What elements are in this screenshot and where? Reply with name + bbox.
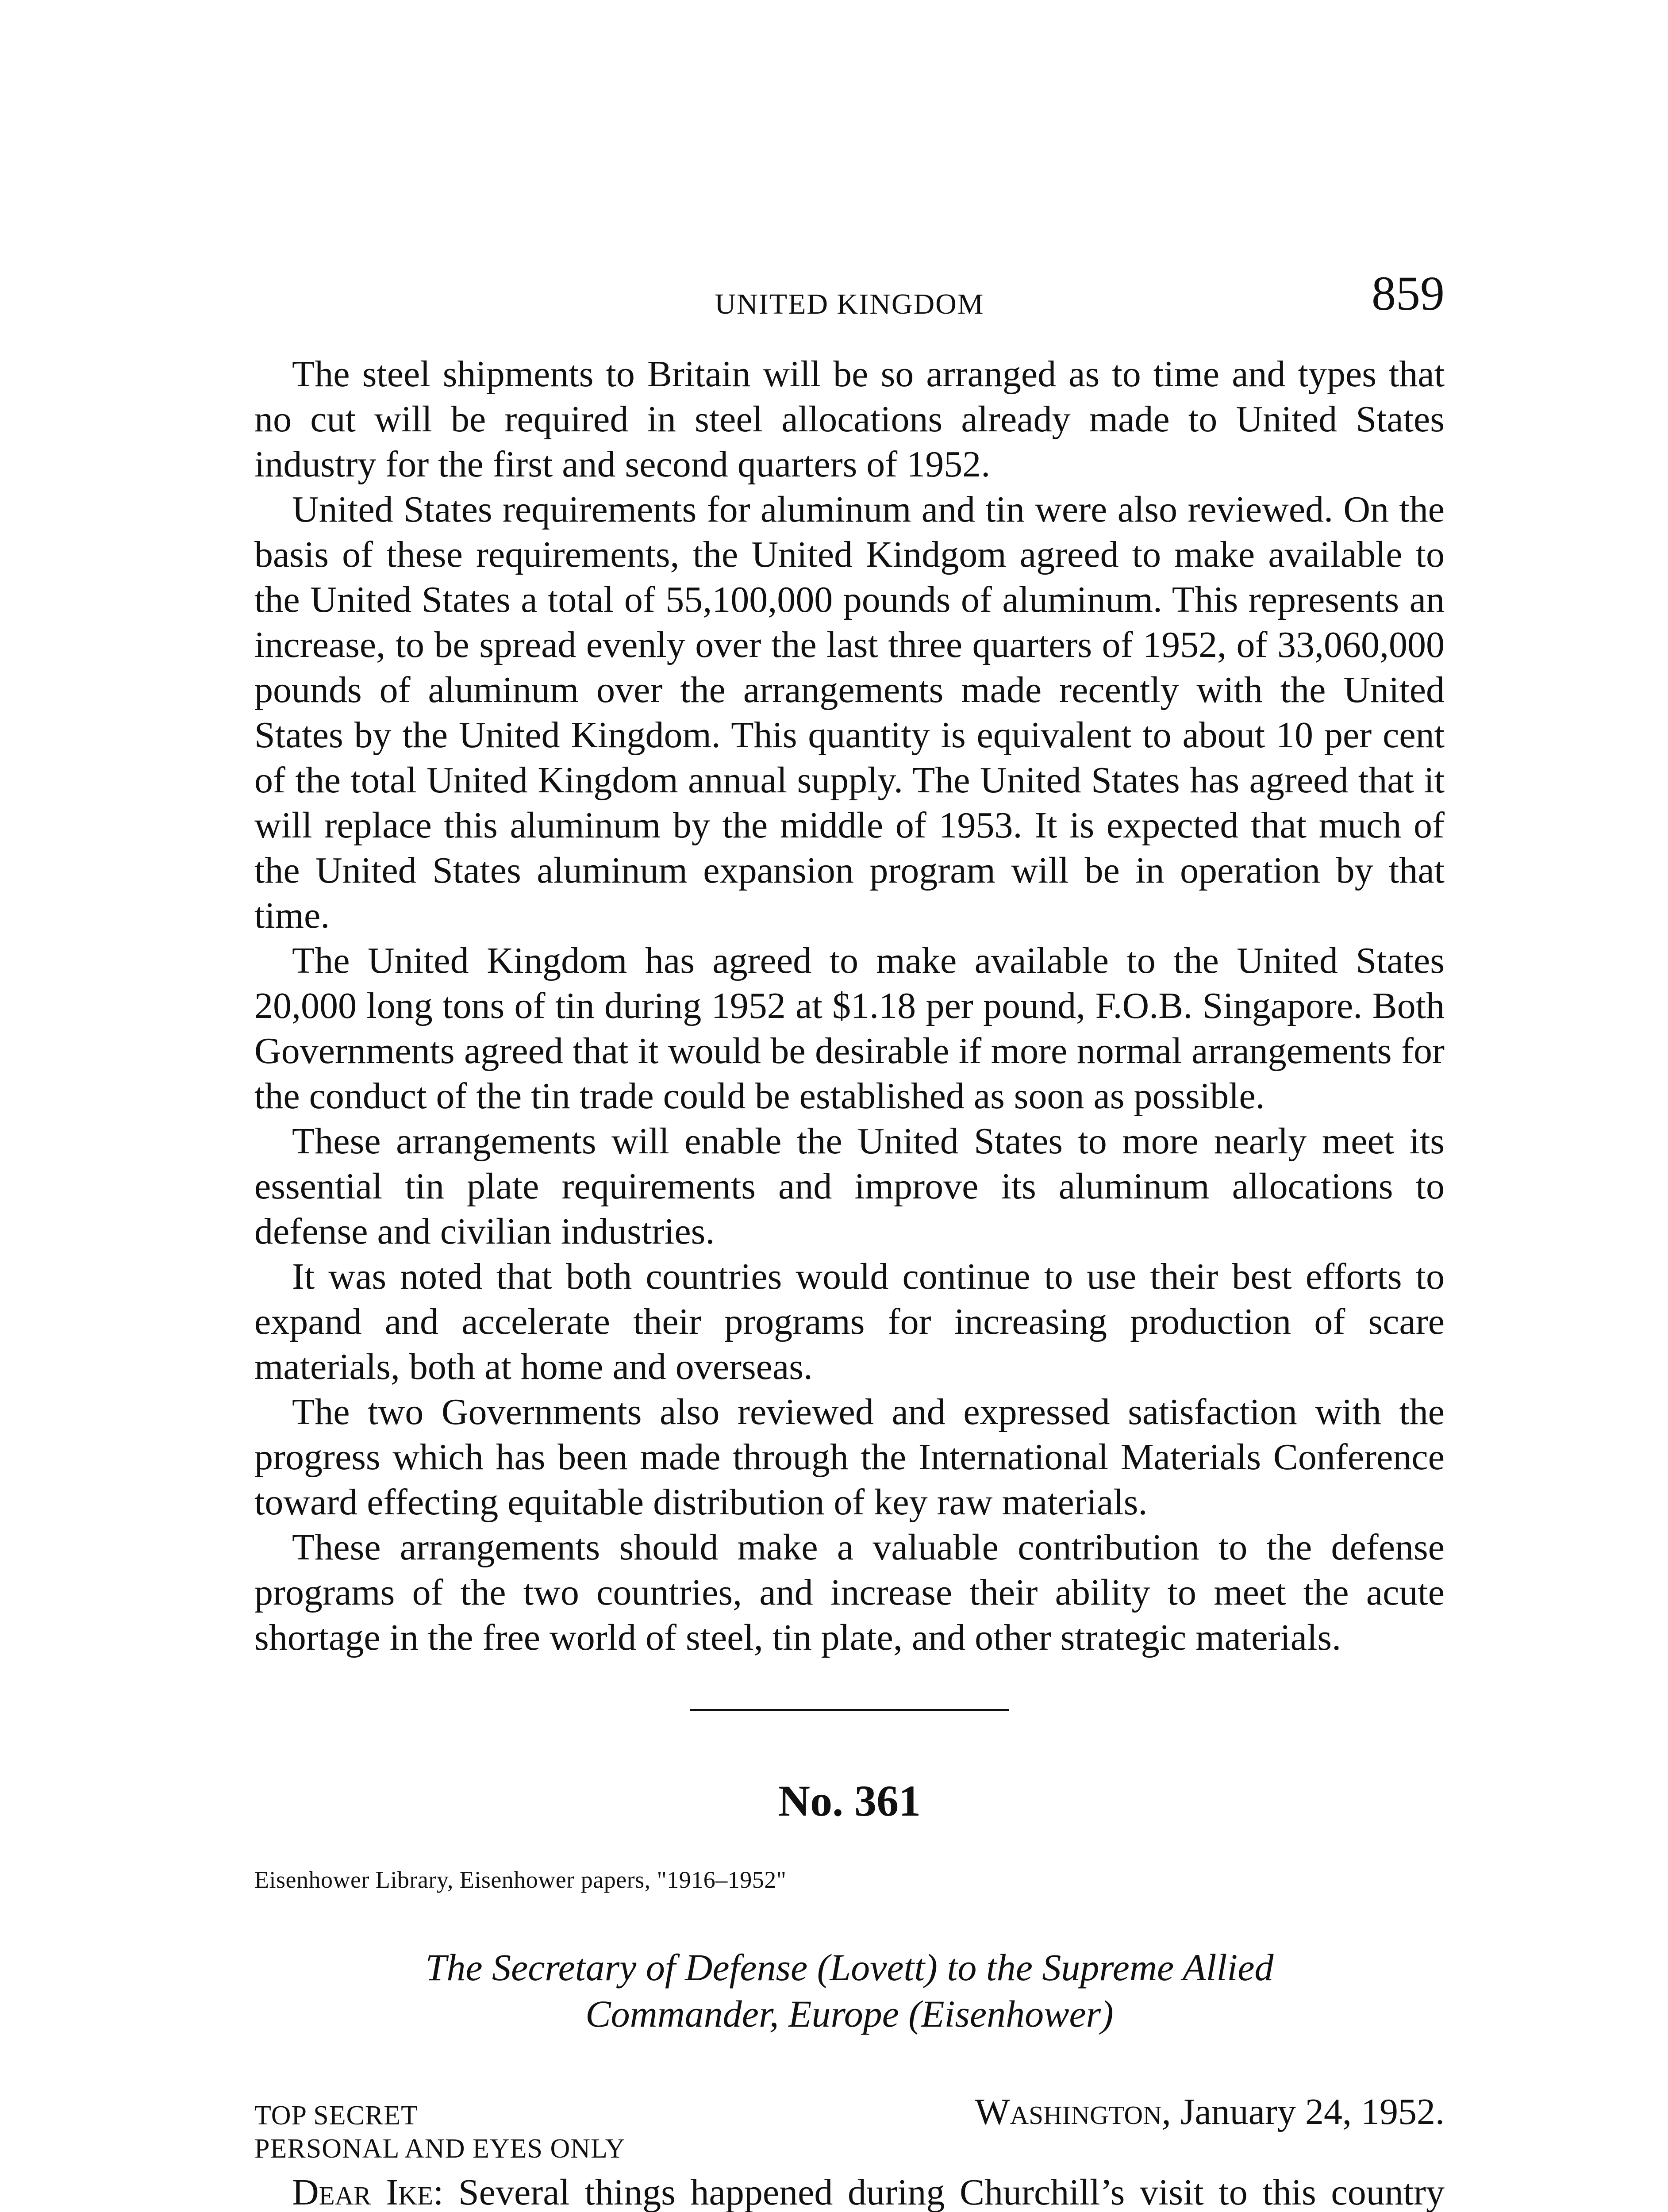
body-text (254, 352, 1445, 1660)
classification-line: PERSONAL AND EYES ONLY (254, 2134, 626, 2164)
document-number: No. 361 (778, 1776, 921, 1825)
dateline-date: January 24, 1952. (1180, 2091, 1445, 2132)
dateline-place: Washington, (975, 2091, 1171, 2132)
paragraph: These arrangements will enable the United States to more nearly meet its essential tin plate requirements and improve its aluminum allocations to defense and civilian industries. (254, 1121, 1445, 1252)
section-divider (690, 1709, 1009, 1711)
paragraph: The two Governments also reviewed and expressed satisfaction with the progress which has been made through the International Materials Conference toward effecting equitable distribution of key raw materials. (254, 1391, 1445, 1523)
letter-header (254, 2090, 1445, 2164)
paragraph: The United Kingdom has agreed to make available to the United States 20,000 long tons of tin during 1952 at $1.18 per pound, F.O.B. Singapore. Both Governments agreed that it would be desirable if more normal arrangements for the conduct of the tin trade could be established as soon as possible. (254, 940, 1445, 1117)
paragraph: United States requirements for aluminum and tin were also reviewed. On the basis of these requirements, the United Kindgom agreed to make available to the United States a total of 55,100,000 pounds of aluminum. This represents an increase, to be spread evenly over the last three quarters of 1952, of 33,060,000 pounds of aluminum over the arrangements made recently with the United States by the United Kingdom. This quantity is equivalent to about 10 per cent of the total United Kingdom annual supply. The United States has agreed that it will replace this aluminum by the middle of 1953. It is expected that much of the United States aluminum expansion program will be in operation by that time. (254, 489, 1445, 936)
classification-marking (254, 2099, 625, 2166)
document-title: The Secretary of Defense (Lovett) to the Supreme Allied Commander, Europe (Eisenhower) (425, 1946, 1274, 2035)
classification-line: TOP SECRET (254, 2101, 419, 2131)
letter-opening-text: Several things happened during Churchill’s visit to this country (458, 2172, 1445, 2212)
paragraph: These arrangements should make a valuable contribution to the defense programs of the two countries, and increase their ability to meet the acute shortage in the free world of steel, tin plate, and other strategic materials. (254, 1527, 1445, 1658)
letter-body (254, 2170, 1445, 2212)
running-head-title: UNITED KINGDOM (715, 288, 984, 320)
source-citation: Eisenhower Library, Eisenhower papers, "1916–1952" (254, 1866, 787, 1893)
page-number: 859 (1372, 266, 1445, 320)
dateline (975, 2090, 1445, 2133)
document-page (254, 265, 1445, 2212)
running-head (254, 265, 1445, 341)
paragraph: The steel shipments to Britain will be so arranged as to time and types that no cut will be required in steel allocations already made to United States industry for the first and second quarters of 1952. (254, 353, 1445, 485)
paragraph: It was noted that both countries would continue to use their best efforts to expand and accelerate their programs for increasing production of scare materials, both at home and overseas. (254, 1256, 1445, 1387)
salutation: Dear Ike: (292, 2172, 444, 2212)
letter-opening (254, 2170, 1445, 2212)
